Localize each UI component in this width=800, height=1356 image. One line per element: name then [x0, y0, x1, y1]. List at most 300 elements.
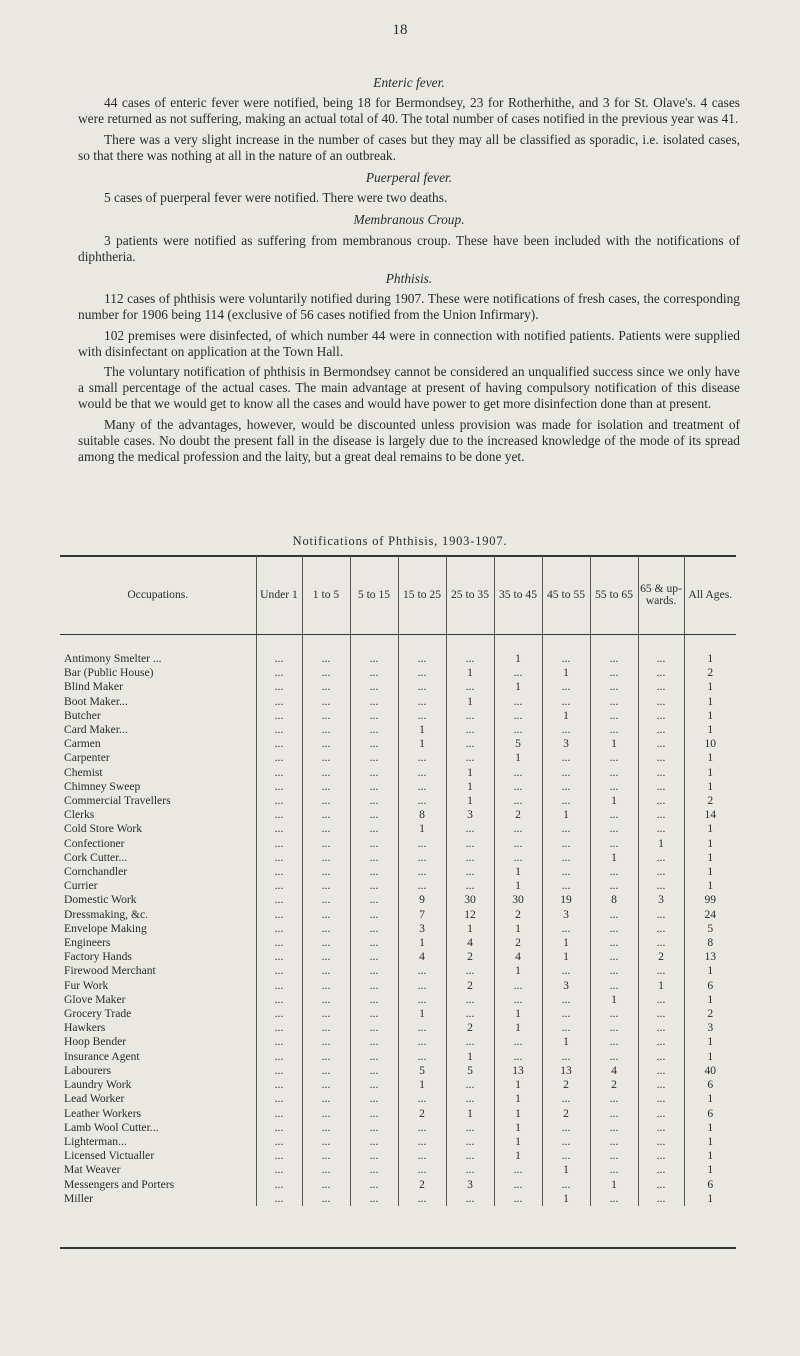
spacer-cell	[638, 634, 684, 652]
count-cell: ...	[398, 879, 446, 893]
count-cell: ...	[398, 1035, 446, 1049]
count-cell: ...	[638, 723, 684, 737]
paragraph: 3 patients were notified as suffering from membranous croup. These have been included with the notifications of diphtheria.	[78, 232, 740, 264]
column-header: Occupations.	[60, 556, 256, 634]
count-cell: 1	[707, 765, 714, 779]
table-row	[60, 794, 736, 808]
spacer-cell	[60, 634, 256, 652]
count-cell: ...	[590, 950, 638, 964]
count-cell: ...	[256, 1078, 302, 1092]
count-cell: 3	[446, 808, 494, 822]
occupation-cell: Chimney Sweep	[60, 780, 256, 794]
occupation-cell: Bar (Public House)	[60, 666, 256, 680]
count-cell: ...	[542, 723, 590, 737]
spacer-cell	[446, 634, 494, 652]
count-cell: ...	[350, 794, 398, 808]
table-row	[60, 893, 736, 907]
count-cell: ...	[256, 1178, 302, 1192]
count-cell: ...	[590, 908, 638, 922]
count-cell: 3	[446, 1178, 494, 1192]
table-row	[60, 680, 736, 694]
occupation-cell: Cold Store Work	[60, 822, 256, 836]
section-heading: Puerperal fever.	[365, 170, 453, 186]
table-row	[60, 922, 736, 936]
paragraph: Many of the advantages, however, would be discounted unless provision was made for isolation and treatment of suitable cases. No doubt the present fall in the disease is largely due to the increased knowledge of the mode of its spread among the medical profession and the laity, but a great deal remains to be done yet.	[78, 416, 740, 465]
column-header: 5 to 15	[350, 556, 398, 634]
count-cell: 8	[590, 893, 638, 907]
count-cell: 1	[707, 836, 714, 850]
count-cell: ...	[494, 794, 542, 808]
count-cell: ...	[398, 766, 446, 780]
count-cell: 19	[542, 893, 590, 907]
table-row	[60, 1050, 736, 1064]
count-cell: ...	[638, 1149, 684, 1163]
count-cell: ...	[302, 922, 350, 936]
count-cell: ...	[446, 1135, 494, 1149]
count-cell: ...	[350, 1107, 398, 1121]
count-cell: ...	[638, 993, 684, 1007]
count-cell: 1	[446, 766, 494, 780]
occupation-cell: Card Maker...	[60, 723, 256, 737]
count-cell: ...	[638, 737, 684, 751]
count-cell: ...	[542, 751, 590, 765]
occupation-cell: Chemist	[60, 766, 256, 780]
count-cell: ...	[542, 837, 590, 851]
paragraph: 5 cases of puerperal fever were notified. There were two deaths.	[104, 190, 448, 206]
count-cell: 2	[542, 1078, 590, 1092]
count-cell: 1	[707, 1191, 714, 1205]
count-cell: 1	[707, 1149, 714, 1163]
count-cell: 1	[494, 1149, 542, 1163]
count-cell: ...	[302, 737, 350, 751]
spacer-cell	[542, 634, 590, 652]
count-cell: ...	[590, 1050, 638, 1064]
spacer-cell	[684, 634, 736, 652]
count-cell: ...	[542, 964, 590, 978]
column-header: All Ages.	[688, 587, 733, 601]
count-cell: ...	[638, 851, 684, 865]
count-cell: ...	[398, 652, 446, 666]
count-cell: 1	[590, 993, 638, 1007]
count-cell: ...	[350, 893, 398, 907]
count-cell: ...	[638, 1092, 684, 1106]
count-cell: 1	[494, 1121, 542, 1135]
count-cell: ...	[590, 1007, 638, 1021]
occupation-cell: Grocery Trade	[60, 1007, 256, 1021]
count-cell: ...	[302, 936, 350, 950]
paragraph: The voluntary notification of phthisis in Bermondsey cannot be considered an unqualified success since we only have a small percentage of the actual cases. The main advantage at present of having compulsory notification of this disease would be that we would get to know all the cases and would have power to get more disinfection done than at present.	[78, 364, 740, 412]
occupation-cell: Carmen	[60, 737, 256, 751]
count-cell: ...	[350, 652, 398, 666]
count-cell: ...	[446, 865, 494, 879]
count-cell: 2	[494, 808, 542, 822]
count-cell: ...	[638, 666, 684, 680]
count-cell: 1	[494, 879, 542, 893]
column-header: 65 & up-wards.	[638, 556, 684, 634]
table-row	[60, 1064, 736, 1078]
count-cell: ...	[350, 1078, 398, 1092]
count-cell: ...	[590, 808, 638, 822]
count-cell: ...	[302, 1021, 350, 1035]
count-cell: 1	[707, 1092, 714, 1106]
count-cell: 1	[707, 1049, 714, 1063]
count-cell: ...	[256, 822, 302, 836]
occupation-cell: Factory Hands	[60, 950, 256, 964]
count-cell: 1	[707, 879, 714, 893]
count-cell: ...	[350, 1163, 398, 1177]
count-cell: ...	[590, 979, 638, 993]
count-cell: ...	[256, 695, 302, 709]
occupation-cell: Clerks	[60, 808, 256, 822]
count-cell: ...	[350, 1007, 398, 1021]
count-cell: ...	[350, 979, 398, 993]
count-cell: 1	[542, 936, 590, 950]
occupation-cell: Firewood Merchant	[60, 964, 256, 978]
count-cell: ...	[302, 666, 350, 680]
count-cell: ...	[302, 865, 350, 879]
table-row	[60, 737, 736, 751]
count-cell: ...	[398, 751, 446, 765]
column-header: 55 to 65	[590, 556, 638, 634]
count-cell: ...	[256, 950, 302, 964]
table-header-row	[60, 556, 736, 634]
count-cell: ...	[542, 1149, 590, 1163]
count-cell: ...	[350, 837, 398, 851]
count-cell: 6	[707, 978, 714, 992]
count-cell: 3	[542, 979, 590, 993]
count-cell: ...	[638, 1163, 684, 1177]
table-row	[60, 808, 736, 822]
count-cell: ...	[638, 680, 684, 694]
column-header: 15 to 25	[398, 556, 446, 634]
count-cell: ...	[638, 1135, 684, 1149]
count-cell: ...	[638, 964, 684, 978]
count-cell: ...	[542, 1135, 590, 1149]
count-cell: ...	[256, 1121, 302, 1135]
header-rule	[60, 634, 736, 635]
count-cell: ...	[302, 723, 350, 737]
count-cell: ...	[302, 1192, 350, 1206]
count-cell: ...	[350, 964, 398, 978]
count-cell: ...	[256, 1163, 302, 1177]
count-cell: ...	[256, 1135, 302, 1149]
count-cell: ...	[446, 1007, 494, 1021]
occupation-cell: Blind Maker	[60, 680, 256, 694]
occupation-cell: Insurance Agent	[60, 1050, 256, 1064]
count-cell: ...	[590, 695, 638, 709]
count-cell: ...	[542, 922, 590, 936]
count-cell: ...	[350, 709, 398, 723]
table-row	[60, 908, 736, 922]
occupation-cell: Dressmaking, &c.	[60, 908, 256, 922]
count-cell: ...	[494, 1178, 542, 1192]
count-cell: 1	[707, 723, 714, 737]
count-cell: ...	[590, 1135, 638, 1149]
count-cell: ...	[350, 1135, 398, 1149]
count-cell: 4	[398, 950, 446, 964]
count-cell: ...	[398, 964, 446, 978]
count-cell: ...	[542, 652, 590, 666]
count-cell: 8	[707, 936, 714, 950]
table-row	[60, 666, 736, 680]
count-cell: ...	[398, 837, 446, 851]
count-cell: 1	[398, 936, 446, 950]
count-cell: 1	[398, 822, 446, 836]
count-cell: 1	[446, 922, 494, 936]
table-row	[60, 1078, 736, 1092]
count-cell: ...	[256, 652, 302, 666]
count-cell: 5	[398, 1064, 446, 1078]
count-cell: ...	[446, 737, 494, 751]
count-cell: ...	[302, 1149, 350, 1163]
table-row	[60, 822, 736, 836]
count-cell: ...	[590, 1021, 638, 1035]
count-cell: 13	[704, 950, 717, 964]
column-header: 25 to 35	[446, 556, 494, 634]
table-row	[60, 652, 736, 666]
count-cell: ...	[302, 709, 350, 723]
count-cell: ...	[256, 936, 302, 950]
count-cell: 1	[707, 1035, 714, 1049]
table-row	[60, 936, 736, 950]
occupation-cell: Confectioner	[60, 837, 256, 851]
count-cell: ...	[350, 922, 398, 936]
count-cell: ...	[590, 936, 638, 950]
count-cell: ...	[446, 1092, 494, 1106]
count-cell: 1	[707, 964, 714, 978]
count-cell: 1	[446, 794, 494, 808]
count-cell: ...	[256, 1149, 302, 1163]
count-cell: 1	[707, 865, 714, 879]
spacer-cell	[256, 634, 302, 652]
table-row	[60, 766, 736, 780]
count-cell: ...	[638, 865, 684, 879]
count-cell: ...	[590, 879, 638, 893]
occupation-cell: Butcher	[60, 709, 256, 723]
count-cell: ...	[350, 808, 398, 822]
count-cell: 2	[542, 1107, 590, 1121]
count-cell: ...	[446, 1035, 494, 1049]
count-cell: ...	[398, 1021, 446, 1035]
count-cell: ...	[494, 1035, 542, 1049]
count-cell: ...	[398, 1050, 446, 1064]
count-cell: ...	[256, 737, 302, 751]
count-cell: 24	[704, 907, 717, 921]
count-cell: 1	[494, 652, 542, 666]
occupation-cell: Fur Work	[60, 979, 256, 993]
count-cell: ...	[590, 723, 638, 737]
phthisis-notifications-table	[60, 556, 736, 1206]
count-cell: ...	[542, 766, 590, 780]
count-cell: ...	[638, 794, 684, 808]
table-row	[60, 1163, 736, 1177]
count-cell: ...	[398, 695, 446, 709]
count-cell: ...	[446, 822, 494, 836]
count-cell: ...	[350, 737, 398, 751]
count-cell: ...	[542, 695, 590, 709]
count-cell: ...	[350, 822, 398, 836]
count-cell: 12	[446, 908, 494, 922]
count-cell: ...	[256, 893, 302, 907]
count-cell: 1	[398, 737, 446, 751]
column-header: 45 to 55	[542, 556, 590, 634]
count-cell: ...	[542, 1007, 590, 1021]
count-cell: 1	[398, 1007, 446, 1021]
count-cell: ...	[398, 993, 446, 1007]
count-cell: ...	[542, 1092, 590, 1106]
count-cell: ...	[350, 1192, 398, 1206]
count-cell: ...	[542, 993, 590, 1007]
count-cell: 1	[590, 794, 638, 808]
count-cell: ...	[350, 1149, 398, 1163]
spacer-cell	[494, 634, 542, 652]
count-cell: ...	[398, 794, 446, 808]
count-cell: ...	[638, 1021, 684, 1035]
count-cell: ...	[542, 794, 590, 808]
count-cell: 10	[704, 737, 717, 751]
count-cell: 2	[398, 1178, 446, 1192]
count-cell: 1	[494, 1135, 542, 1149]
count-cell: ...	[350, 936, 398, 950]
table-row	[60, 695, 736, 709]
table-row	[60, 1035, 736, 1049]
count-cell: ...	[446, 964, 494, 978]
count-cell: 4	[590, 1064, 638, 1078]
count-cell: ...	[302, 893, 350, 907]
count-cell: ...	[494, 979, 542, 993]
count-cell: ...	[302, 1064, 350, 1078]
count-cell: ...	[494, 822, 542, 836]
table-row	[60, 780, 736, 794]
count-cell: 1	[707, 694, 714, 708]
count-cell: 1	[542, 1035, 590, 1049]
count-cell: 5	[446, 1064, 494, 1078]
page-number: 18	[392, 22, 408, 38]
count-cell: ...	[590, 922, 638, 936]
paragraph: 102 premises were disinfected, of which number 44 were in connection with notified patients. Patients were supplied with disinfectant on application at the Town Hall.	[78, 327, 740, 359]
occupation-cell: Currier	[60, 879, 256, 893]
count-cell: ...	[302, 1007, 350, 1021]
count-cell: 1	[707, 708, 714, 722]
count-cell: 1	[494, 1092, 542, 1106]
count-cell: ...	[302, 1121, 350, 1135]
count-cell: ...	[494, 695, 542, 709]
count-cell: ...	[256, 979, 302, 993]
count-cell: ...	[446, 851, 494, 865]
count-cell: 99	[704, 893, 717, 907]
count-cell: ...	[256, 922, 302, 936]
count-cell: ...	[446, 1163, 494, 1177]
count-cell: ...	[446, 709, 494, 723]
count-cell: ...	[446, 1192, 494, 1206]
column-header: 35 to 45	[494, 556, 542, 634]
count-cell: ...	[590, 1149, 638, 1163]
occupation-cell: Glove Maker	[60, 993, 256, 1007]
count-cell: ...	[638, 1192, 684, 1206]
occupation-cell: Domestic Work	[60, 893, 256, 907]
count-cell: 3	[398, 922, 446, 936]
count-cell: ...	[256, 908, 302, 922]
occupation-cell: Lighterman...	[60, 1135, 256, 1149]
count-cell: ...	[256, 1192, 302, 1206]
count-cell: 9	[398, 893, 446, 907]
count-cell: ...	[256, 837, 302, 851]
count-cell: 3	[707, 1021, 714, 1035]
count-cell: 2	[638, 950, 684, 964]
count-cell: ...	[542, 1178, 590, 1192]
count-cell: ...	[256, 794, 302, 808]
count-cell: ...	[638, 908, 684, 922]
occupation-cell: Leather Workers	[60, 1107, 256, 1121]
count-cell: 30	[446, 893, 494, 907]
count-cell: ...	[494, 766, 542, 780]
count-cell: 14	[704, 808, 717, 822]
count-cell: 1	[542, 666, 590, 680]
table-row	[60, 1107, 736, 1121]
paragraph: 112 cases of phthisis were voluntarily notified during 1907. These were notifications of fresh cases, the corresponding number for 1906 being 114 (exclusive of 56 cases notified from the Union Infirmary).	[78, 291, 740, 323]
count-cell: 1	[707, 652, 714, 665]
count-cell: ...	[256, 666, 302, 680]
spacer-cell	[350, 634, 398, 652]
count-cell: 8	[398, 808, 446, 822]
count-cell: 6	[707, 1106, 714, 1120]
count-cell: ...	[446, 652, 494, 666]
count-cell: ...	[302, 1035, 350, 1049]
count-cell: 2	[494, 936, 542, 950]
section-heading: Phthisis.	[385, 271, 433, 287]
count-cell: ...	[590, 1092, 638, 1106]
count-cell: ...	[256, 1007, 302, 1021]
spacer-cell	[302, 634, 350, 652]
count-cell: 1	[494, 865, 542, 879]
occupation-cell: Messengers and Porters	[60, 1178, 256, 1192]
count-cell: ...	[542, 680, 590, 694]
count-cell: 1	[542, 950, 590, 964]
table-row	[60, 1021, 736, 1035]
count-cell: ...	[256, 1035, 302, 1049]
count-cell: 3	[638, 893, 684, 907]
count-cell: ...	[590, 964, 638, 978]
count-cell: ...	[446, 993, 494, 1007]
count-cell: ...	[494, 1050, 542, 1064]
count-cell: ...	[638, 922, 684, 936]
table-row	[60, 1149, 736, 1163]
count-cell: ...	[446, 837, 494, 851]
count-cell: ...	[590, 822, 638, 836]
count-cell: ...	[256, 808, 302, 822]
count-cell: 1	[542, 709, 590, 723]
count-cell: ...	[350, 666, 398, 680]
count-cell: ...	[350, 695, 398, 709]
count-cell: 1	[542, 1192, 590, 1206]
count-cell: ...	[350, 1178, 398, 1192]
count-cell: ...	[302, 695, 350, 709]
count-cell: 2	[446, 1021, 494, 1035]
count-cell: ...	[590, 766, 638, 780]
count-cell: ...	[494, 780, 542, 794]
count-cell: ...	[256, 993, 302, 1007]
count-cell: ...	[446, 723, 494, 737]
count-cell: ...	[350, 950, 398, 964]
count-cell: 2	[707, 666, 714, 680]
count-cell: ...	[302, 794, 350, 808]
occupation-cell: Cork Cutter...	[60, 851, 256, 865]
count-cell: ...	[638, 879, 684, 893]
count-cell: ...	[638, 1007, 684, 1021]
count-cell: 1	[446, 780, 494, 794]
count-cell: ...	[302, 808, 350, 822]
count-cell: 40	[704, 1063, 717, 1077]
